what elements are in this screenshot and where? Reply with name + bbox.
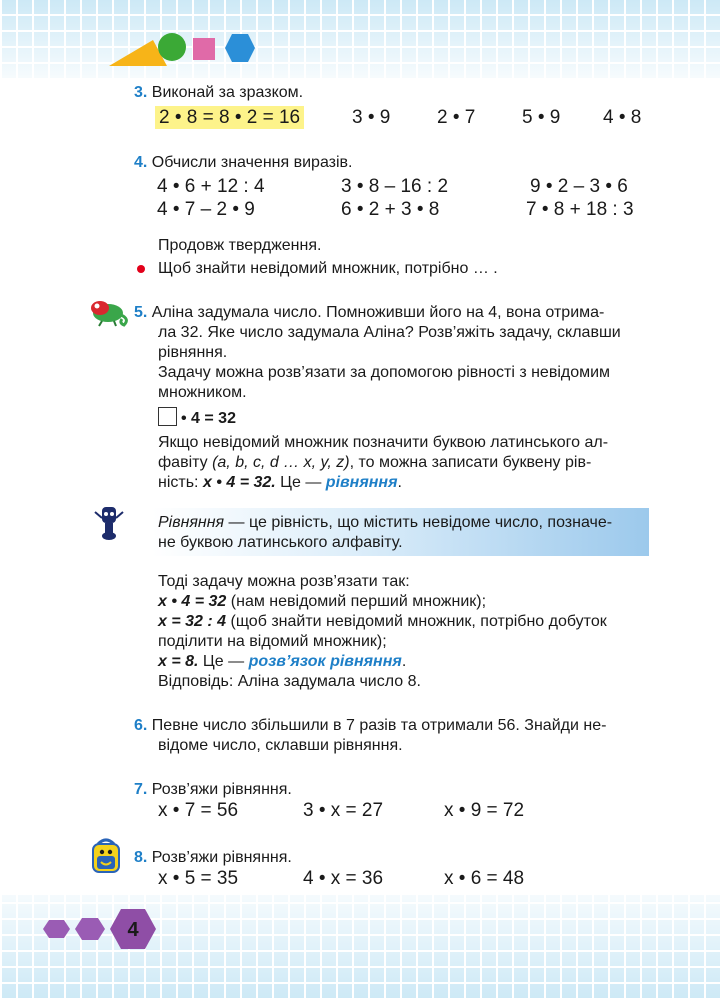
task-3-header [134,83,303,103]
task-number: 6. [134,717,148,734]
triangle-icon [109,40,167,66]
expression: 7 • 8 + 18 : 3 [526,199,634,220]
task-5-line: рівняння. [158,344,228,361]
circle-icon [158,33,186,61]
task-5-line: Задачу можна розв’язати за допомогою рівності з невідомим [158,364,611,381]
expression: 6 • 2 + 3 • 8 [341,199,440,220]
definition-line: Рівняння — це рівність, що містить невідоме число, позначе- [158,514,613,531]
hexagon-icon [43,920,70,938]
solution-step: x = 32 : 4 (щоб знайти невідомий множник, потрібно добуток [158,613,607,630]
task-5-line: ла 32. Яке число задумала Аліна? Розв’яжіть задачу, склавши [158,324,621,341]
backpack-icon [88,836,124,876]
task-5-line: множником. [158,384,247,401]
task-text: Обчисли значення виразів. [151,154,353,171]
page-number: 4 [127,919,139,941]
task-7-header: 7. Розв’яжи рівняння. [134,781,292,798]
definition-term: Рівняння [158,514,225,531]
equation: 4 • x = 36 [303,868,384,889]
task-3-example: 2 • 8 = 8 • 2 = 16 [155,106,304,130]
chameleon-icon [88,297,130,327]
expression: 9 • 2 – 3 • 6 [530,176,628,197]
solution-step: x = 8. Це — розв’язок рівняння. [158,653,407,670]
task-text: Аліна задумала число. Помноживши його на 4, вона отрима- [151,304,605,321]
task-number: 3. [134,84,148,101]
solution-step: x • 4 = 32 (нам невідомий перший множник); [158,593,487,610]
task-5-line [134,303,604,323]
task-3-item: 3 • 9 [352,107,391,128]
page-number-badge [40,905,170,953]
letter-line: фавіту (a, b, c, d … x, y, z), то можна записати буквену рів- [158,454,592,471]
answer-text: Відповідь: Аліна задумала число 8. [158,673,421,690]
task-4-header [134,153,353,173]
statement-text: Щоб знайти невідомий множник, потрібно … . [158,260,498,277]
equation: 3 • x = 27 [303,800,384,821]
expression: 4 • 7 – 2 • 9 [157,199,255,220]
box-equation: • 4 = 32 [158,407,236,429]
equation: x • 9 = 72 [444,800,525,821]
solution-step: поділити на відомий множник); [158,633,387,650]
hexagon-icon [225,34,255,62]
equation: x • 7 = 56 [158,800,239,821]
equation: x • 6 = 48 [444,868,525,889]
task-3-item: 4 • 8 [603,107,642,128]
robot-icon [92,504,126,542]
bullet-icon [137,265,145,273]
expression: 3 • 8 – 16 : 2 [341,176,449,197]
empty-box-icon [158,407,177,426]
task-text: Виконай за зразком. [151,84,304,101]
letter-line: Якщо невідомий множник позначити буквою латинського ал- [158,434,609,451]
task-6-line: 6. Певне число збільшили в 7 разів та отримали 56. Знайди не- [134,717,607,734]
task-number: 8. [134,849,148,866]
letter-line: ність: x • 4 = 32. Це — рівняння. [158,474,402,491]
hexagon-icon [75,918,105,940]
task-number: 5. [134,304,148,321]
task-number: 4. [134,154,148,171]
task-3-item: 2 • 7 [437,107,476,128]
continue-text: Продовж твердження. [158,237,322,254]
task-6-line: відоме число, склавши рівняння. [158,737,403,754]
expression: 4 • 6 + 12 : 4 [157,176,265,197]
definition-line: не буквою латинського алфавіту. [158,534,403,551]
equation: x • 5 = 35 [158,868,239,889]
task-3-item: 5 • 9 [522,107,561,128]
shapes-decoration [105,28,265,70]
square-icon [193,38,215,60]
task-number: 7. [134,781,148,798]
task-8-header: 8. Розв’яжи рівняння. [134,849,292,866]
solution-intro: Тоді задачу можна розв’язати так: [158,573,410,590]
